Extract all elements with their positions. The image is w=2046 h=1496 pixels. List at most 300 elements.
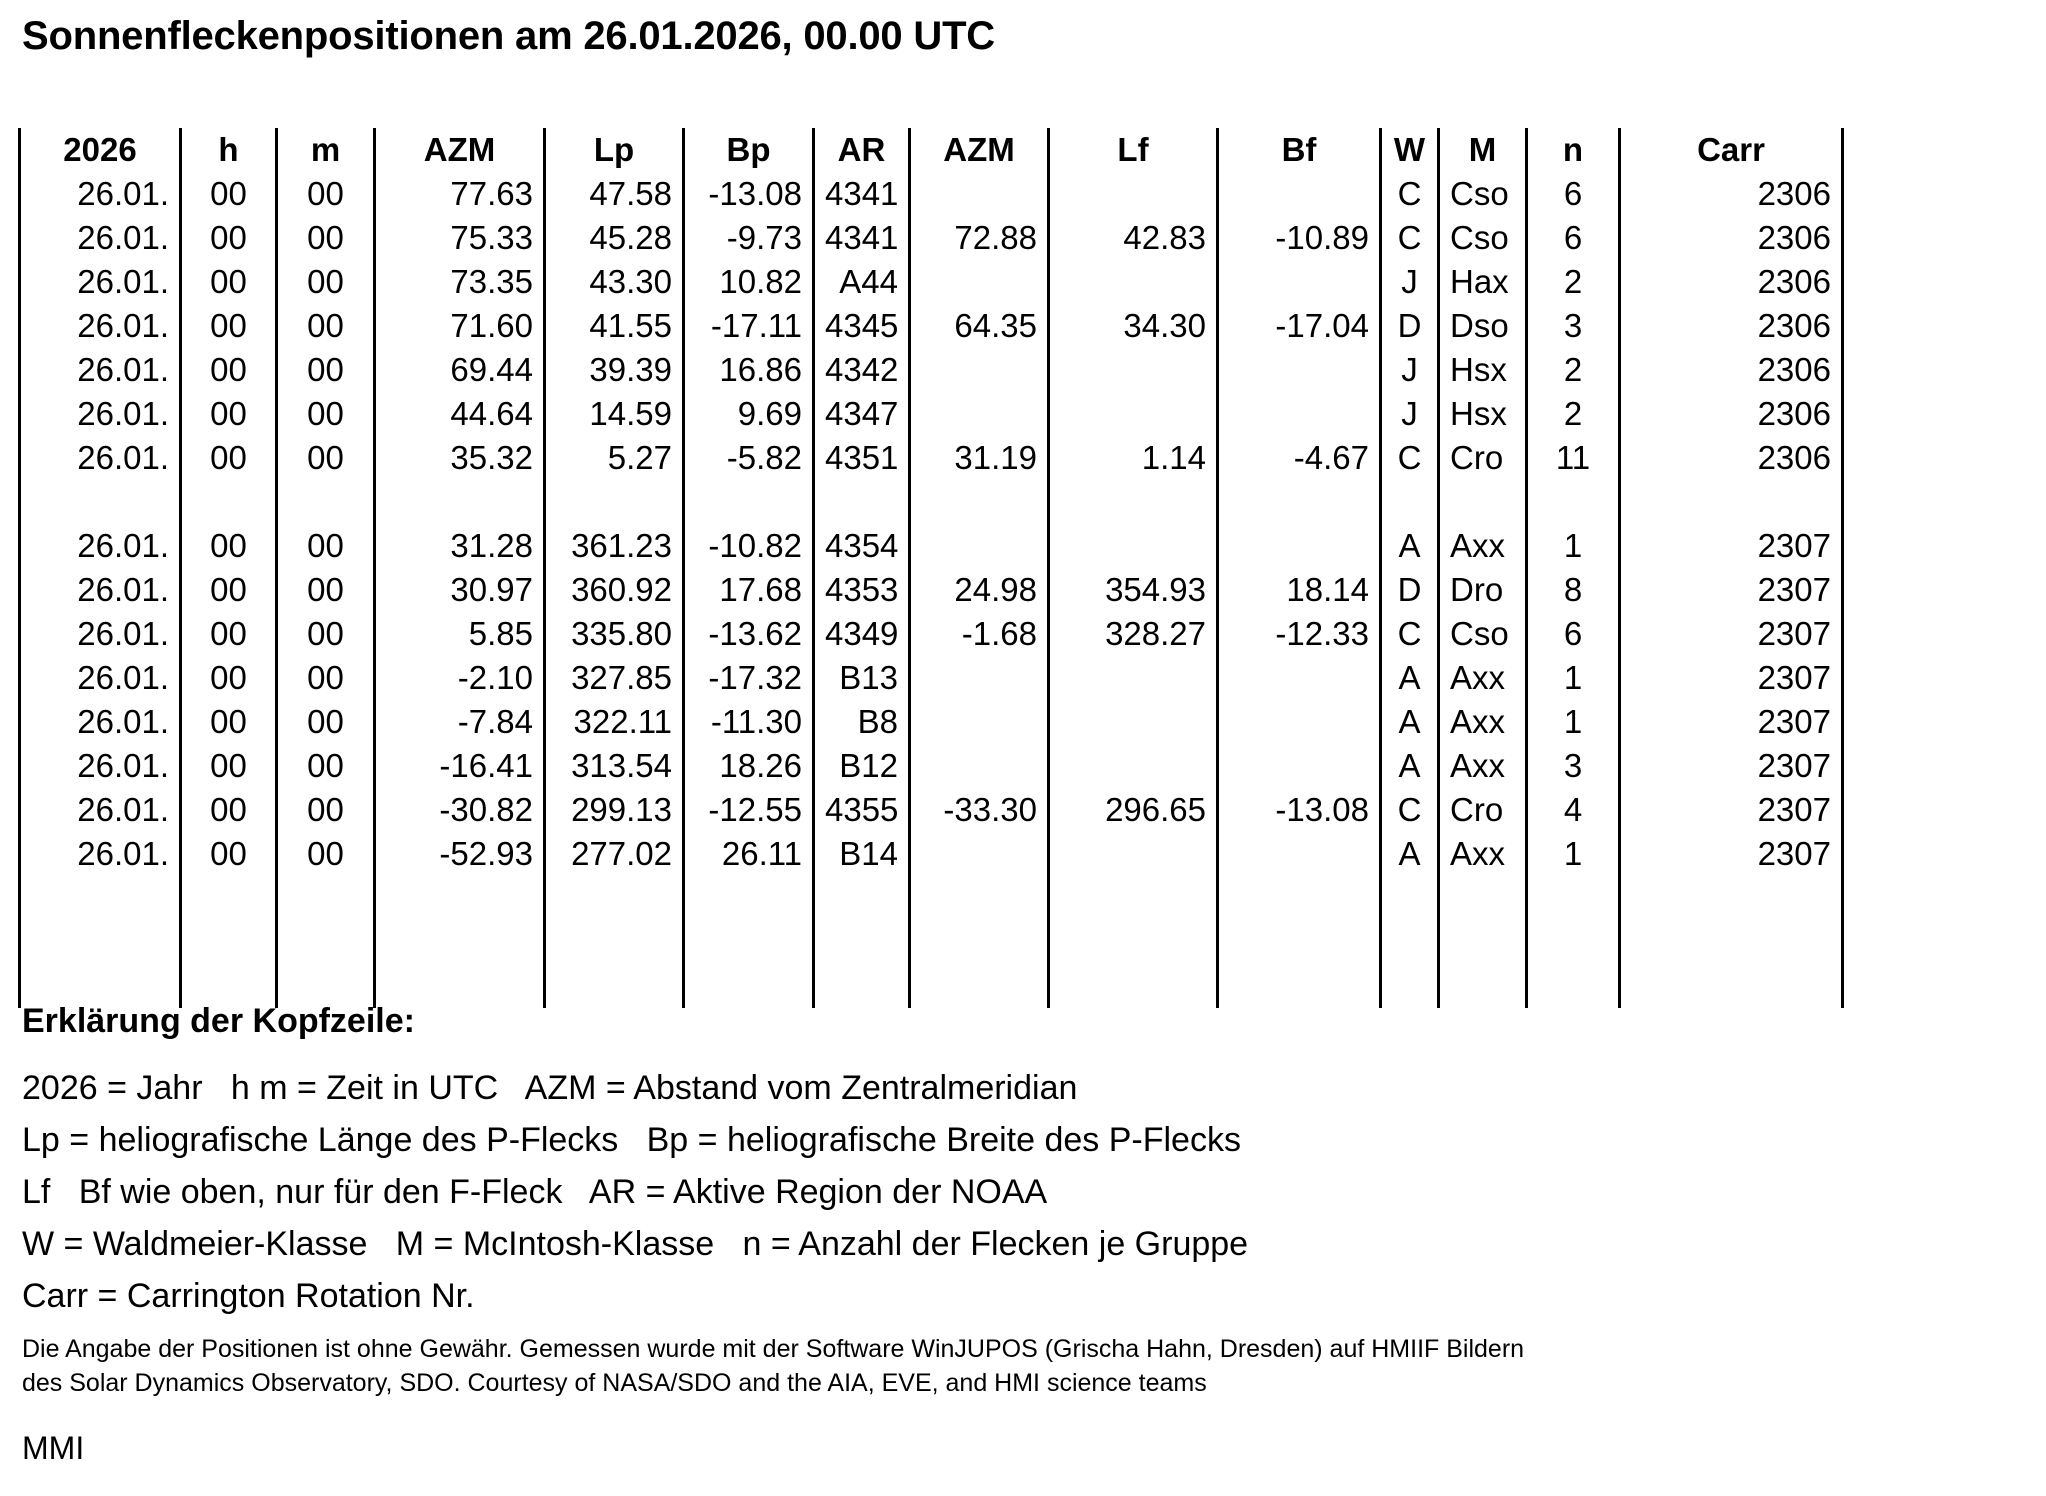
explanation-heading: Erklärung der Kopfzeile:: [22, 1002, 415, 1040]
cell-w: D: [1381, 304, 1439, 348]
cell-mcintosh: Cso: [1439, 612, 1527, 656]
cell-bp: -17.11: [684, 304, 814, 348]
blank-cell: [1620, 964, 1843, 1008]
cell-azm-p: 73.35: [375, 260, 545, 304]
table-row: [20, 524, 1843, 568]
blank-cell: [1218, 920, 1381, 964]
cell-hour: 00: [181, 788, 277, 832]
cell-lf: 1.14: [1049, 436, 1218, 480]
blank-cell: [277, 480, 375, 524]
cell-carr: 2307: [1620, 612, 1843, 656]
cell-date: 26.01.: [20, 260, 181, 304]
cell-bf: 18.14: [1218, 568, 1381, 612]
cell-hour: 00: [181, 568, 277, 612]
table-row: [20, 348, 1843, 392]
cell-w: J: [1381, 348, 1439, 392]
blank-cell: [1527, 964, 1620, 1008]
cell-minute: 00: [277, 260, 375, 304]
cell-lp: 322.11: [545, 700, 684, 744]
cell-n: 2: [1527, 392, 1620, 436]
blank-cell: [20, 920, 181, 964]
cell-w: D: [1381, 568, 1439, 612]
cell-w: C: [1381, 788, 1439, 832]
cell-w: A: [1381, 700, 1439, 744]
blank-cell: [910, 920, 1049, 964]
table-row: [20, 216, 1843, 260]
cell-ar: 4341: [814, 216, 910, 260]
blank-cell: [1049, 964, 1218, 1008]
cell-bf: [1218, 744, 1381, 788]
cell-n: 8: [1527, 568, 1620, 612]
cell-date: 26.01.: [20, 832, 181, 876]
blank-cell: [1218, 876, 1381, 920]
cell-lf: [1049, 832, 1218, 876]
blank-cell: [1381, 876, 1439, 920]
cell-n: 1: [1527, 524, 1620, 568]
cell-minute: 00: [277, 788, 375, 832]
cell-ar: 4353: [814, 568, 910, 612]
cell-n: 6: [1527, 216, 1620, 260]
cell-lf: 328.27: [1049, 612, 1218, 656]
cell-hour: 00: [181, 436, 277, 480]
cell-n: 1: [1527, 656, 1620, 700]
table-row: [20, 788, 1843, 832]
cell-lf: 296.65: [1049, 788, 1218, 832]
table-row: [20, 832, 1843, 876]
cell-n: 3: [1527, 304, 1620, 348]
cell-minute: 00: [277, 568, 375, 612]
cell-ar: 4355: [814, 788, 910, 832]
cell-lp: 313.54: [545, 744, 684, 788]
blank-cell: [1049, 920, 1218, 964]
cell-lp: 45.28: [545, 216, 684, 260]
explanation-line-5: Carr = Carrington Rotation Nr.: [22, 1277, 475, 1315]
cell-bf: [1218, 524, 1381, 568]
blank-cell: [375, 480, 545, 524]
blank-cell: [277, 876, 375, 920]
cell-date: 26.01.: [20, 172, 181, 216]
cell-azm-f: 72.88: [910, 216, 1049, 260]
cell-lf: [1049, 744, 1218, 788]
cell-w: A: [1381, 656, 1439, 700]
cell-minute: 00: [277, 172, 375, 216]
cell-hour: 00: [181, 392, 277, 436]
cell-lf: [1049, 172, 1218, 216]
column-header-year: 2026: [20, 128, 181, 172]
cell-bp: -12.55: [684, 788, 814, 832]
table-blank-row: [20, 920, 1843, 964]
blank-cell: [1218, 480, 1381, 524]
explanation-line-3: Lf Bf wie oben, nur für den F-Fleck AR = Aktive Region der NOAA: [22, 1173, 1048, 1211]
blank-cell: [684, 964, 814, 1008]
cell-date: 26.01.: [20, 568, 181, 612]
cell-n: 2: [1527, 260, 1620, 304]
cell-ar: 4349: [814, 612, 910, 656]
column-header-lf: Lf: [1049, 128, 1218, 172]
blank-cell: [684, 876, 814, 920]
cell-carr: 2306: [1620, 348, 1843, 392]
table-row: [20, 392, 1843, 436]
cell-azm-p: -16.41: [375, 744, 545, 788]
cell-bp: 26.11: [684, 832, 814, 876]
cell-mcintosh: Axx: [1439, 656, 1527, 700]
cell-azm-f: [910, 744, 1049, 788]
blank-cell: [1527, 480, 1620, 524]
column-header-w: W: [1381, 128, 1439, 172]
cell-bp: 18.26: [684, 744, 814, 788]
blank-cell: [1620, 920, 1843, 964]
cell-bp: 9.69: [684, 392, 814, 436]
cell-bf: [1218, 656, 1381, 700]
cell-bf: -13.08: [1218, 788, 1381, 832]
cell-hour: 00: [181, 304, 277, 348]
cell-azm-p: 35.32: [375, 436, 545, 480]
column-header-ar: AR: [814, 128, 910, 172]
blank-cell: [1381, 964, 1439, 1008]
cell-azm-f: [910, 260, 1049, 304]
cell-n: 11: [1527, 436, 1620, 480]
cell-date: 26.01.: [20, 656, 181, 700]
column-header-bf: Bf: [1218, 128, 1381, 172]
cell-minute: 00: [277, 392, 375, 436]
cell-w: J: [1381, 392, 1439, 436]
blank-cell: [1527, 876, 1620, 920]
cell-azm-p: 5.85: [375, 612, 545, 656]
cell-hour: 00: [181, 700, 277, 744]
cell-azm-f: [910, 392, 1049, 436]
cell-carr: 2307: [1620, 788, 1843, 832]
cell-ar: B12: [814, 744, 910, 788]
blank-cell: [545, 876, 684, 920]
cell-mcintosh: Cso: [1439, 172, 1527, 216]
cell-azm-p: 69.44: [375, 348, 545, 392]
cell-ar: B8: [814, 700, 910, 744]
cell-bf: [1218, 348, 1381, 392]
cell-mcintosh: Axx: [1439, 700, 1527, 744]
footnote-line-2: des Solar Dynamics Observatory, SDO. Courtesy of NASA/SDO and the AIA, EVE, and HMI science teams: [22, 1369, 1207, 1397]
cell-lf: [1049, 524, 1218, 568]
table-row: [20, 172, 1843, 216]
blank-cell: [545, 920, 684, 964]
cell-lp: 360.92: [545, 568, 684, 612]
blank-cell: [910, 876, 1049, 920]
blank-cell: [910, 480, 1049, 524]
cell-mcintosh: Cro: [1439, 436, 1527, 480]
cell-azm-p: -52.93: [375, 832, 545, 876]
cell-minute: 00: [277, 656, 375, 700]
cell-w: A: [1381, 744, 1439, 788]
cell-bp: -13.08: [684, 172, 814, 216]
blank-cell: [1620, 480, 1843, 524]
blank-cell: [1049, 480, 1218, 524]
cell-lf: [1049, 260, 1218, 304]
cell-minute: 00: [277, 832, 375, 876]
cell-n: 6: [1527, 612, 1620, 656]
cell-minute: 00: [277, 612, 375, 656]
cell-hour: 00: [181, 348, 277, 392]
cell-bf: [1218, 172, 1381, 216]
cell-date: 26.01.: [20, 612, 181, 656]
cell-date: 26.01.: [20, 392, 181, 436]
cell-n: 3: [1527, 744, 1620, 788]
table-header: [20, 128, 1843, 172]
cell-azm-p: 75.33: [375, 216, 545, 260]
cell-minute: 00: [277, 700, 375, 744]
blank-cell: [181, 876, 277, 920]
column-header-lp: Lp: [545, 128, 684, 172]
cell-azm-f: 31.19: [910, 436, 1049, 480]
page-title: Sonnenfleckenpositionen am 26.01.2026, 00.00 UTC: [22, 14, 995, 58]
blank-cell: [1439, 480, 1527, 524]
cell-bf: [1218, 700, 1381, 744]
blank-cell: [545, 480, 684, 524]
cell-bf: -12.33: [1218, 612, 1381, 656]
blank-cell: [814, 920, 910, 964]
cell-minute: 00: [277, 348, 375, 392]
cell-ar: 4354: [814, 524, 910, 568]
cell-w: A: [1381, 832, 1439, 876]
cell-azm-f: [910, 832, 1049, 876]
cell-carr: 2306: [1620, 172, 1843, 216]
cell-bf: [1218, 392, 1381, 436]
cell-hour: 00: [181, 172, 277, 216]
blank-cell: [375, 876, 545, 920]
table-body: [20, 172, 1843, 1008]
blank-cell: [1049, 876, 1218, 920]
explanation-line-2: Lp = heliografische Länge des P-Flecks Bp = heliografische Breite des P-Flecks: [22, 1121, 1241, 1159]
blank-cell: [684, 480, 814, 524]
table-blank-row: [20, 876, 1843, 920]
cell-ar: B14: [814, 832, 910, 876]
cell-bf: [1218, 832, 1381, 876]
column-header-mcintosh: M: [1439, 128, 1527, 172]
cell-bp: 17.68: [684, 568, 814, 612]
cell-bp: -17.32: [684, 656, 814, 700]
cell-date: 26.01.: [20, 744, 181, 788]
cell-mcintosh: Axx: [1439, 524, 1527, 568]
cell-lp: 47.58: [545, 172, 684, 216]
cell-ar: 4345: [814, 304, 910, 348]
cell-ar: 4347: [814, 392, 910, 436]
cell-mcintosh: Cso: [1439, 216, 1527, 260]
table-blank-row: [20, 480, 1843, 524]
cell-bf: -4.67: [1218, 436, 1381, 480]
cell-carr: 2307: [1620, 656, 1843, 700]
blank-cell: [277, 920, 375, 964]
cell-bp: 10.82: [684, 260, 814, 304]
cell-hour: 00: [181, 656, 277, 700]
cell-hour: 00: [181, 524, 277, 568]
cell-bp: 16.86: [684, 348, 814, 392]
blank-cell: [1381, 480, 1439, 524]
cell-hour: 00: [181, 260, 277, 304]
cell-minute: 00: [277, 216, 375, 260]
table-row: [20, 612, 1843, 656]
cell-mcintosh: Dso: [1439, 304, 1527, 348]
column-header-azm-f: AZM: [910, 128, 1049, 172]
cell-date: 26.01.: [20, 216, 181, 260]
blank-cell: [814, 480, 910, 524]
cell-hour: 00: [181, 744, 277, 788]
cell-azm-f: -1.68: [910, 612, 1049, 656]
cell-azm-p: 77.63: [375, 172, 545, 216]
cell-lp: 335.80: [545, 612, 684, 656]
cell-mcintosh: Hax: [1439, 260, 1527, 304]
cell-mcintosh: Axx: [1439, 744, 1527, 788]
cell-n: 1: [1527, 832, 1620, 876]
footnote-line-1: Die Angabe der Positionen ist ohne Gewähr. Gemessen wurde mit der Software WinJUPOS (Grischa Hahn, Dresden) auf HMIIF Bildern: [22, 1335, 1525, 1363]
cell-date: 26.01.: [20, 700, 181, 744]
cell-mcintosh: Cro: [1439, 788, 1527, 832]
blank-cell: [1439, 876, 1527, 920]
footnote: [22, 1332, 2002, 1400]
cell-date: 26.01.: [20, 304, 181, 348]
cell-ar: B13: [814, 656, 910, 700]
cell-bf: -10.89: [1218, 216, 1381, 260]
column-header-minute: m: [277, 128, 375, 172]
cell-carr: 2307: [1620, 744, 1843, 788]
cell-lp: 327.85: [545, 656, 684, 700]
cell-ar: 4351: [814, 436, 910, 480]
cell-azm-p: 31.28: [375, 524, 545, 568]
blank-cell: [910, 964, 1049, 1008]
cell-azm-f: 24.98: [910, 568, 1049, 612]
cell-azm-f: [910, 348, 1049, 392]
blank-cell: [375, 920, 545, 964]
cell-minute: 00: [277, 744, 375, 788]
cell-lp: 14.59: [545, 392, 684, 436]
cell-lp: 361.23: [545, 524, 684, 568]
cell-minute: 00: [277, 436, 375, 480]
explanation-line-4: W = Waldmeier-Klasse M = McIntosh-Klasse n = Anzahl der Flecken je Gruppe: [22, 1225, 1249, 1263]
cell-lf: [1049, 392, 1218, 436]
blank-cell: [1620, 876, 1843, 920]
table-header-row: [20, 128, 1843, 172]
cell-n: 6: [1527, 172, 1620, 216]
cell-date: 26.01.: [20, 524, 181, 568]
cell-ar: 4341: [814, 172, 910, 216]
table-row: [20, 260, 1843, 304]
cell-lf: 354.93: [1049, 568, 1218, 612]
cell-n: 1: [1527, 700, 1620, 744]
blank-cell: [1439, 920, 1527, 964]
cell-azm-p: 44.64: [375, 392, 545, 436]
cell-lp: 43.30: [545, 260, 684, 304]
cell-w: C: [1381, 436, 1439, 480]
cell-date: 26.01.: [20, 436, 181, 480]
cell-bp: -10.82: [684, 524, 814, 568]
cell-carr: 2307: [1620, 700, 1843, 744]
cell-azm-p: 71.60: [375, 304, 545, 348]
cell-azm-p: -2.10: [375, 656, 545, 700]
blank-cell: [1218, 964, 1381, 1008]
cell-azm-f: 64.35: [910, 304, 1049, 348]
table-row: [20, 744, 1843, 788]
cell-hour: 00: [181, 832, 277, 876]
cell-azm-f: [910, 700, 1049, 744]
cell-carr: 2306: [1620, 216, 1843, 260]
cell-date: 26.01.: [20, 348, 181, 392]
cell-ar: A44: [814, 260, 910, 304]
cell-azm-f: -33.30: [910, 788, 1049, 832]
table-row: [20, 568, 1843, 612]
cell-minute: 00: [277, 524, 375, 568]
cell-lp: 299.13: [545, 788, 684, 832]
cell-azm-p: -30.82: [375, 788, 545, 832]
cell-lp: 5.27: [545, 436, 684, 480]
blank-cell: [1527, 920, 1620, 964]
blank-cell: [20, 480, 181, 524]
cell-carr: 2307: [1620, 568, 1843, 612]
cell-bf: -17.04: [1218, 304, 1381, 348]
cell-mcintosh: Dro: [1439, 568, 1527, 612]
cell-carr: 2306: [1620, 392, 1843, 436]
blank-cell: [814, 964, 910, 1008]
cell-w: A: [1381, 524, 1439, 568]
sunspot-positions-table: [18, 128, 1844, 1008]
cell-carr: 2307: [1620, 832, 1843, 876]
cell-lf: 34.30: [1049, 304, 1218, 348]
cell-mcintosh: Axx: [1439, 832, 1527, 876]
explanation-line-1: 2026 = Jahr h m = Zeit in UTC AZM = Abstand vom Zentralmeridian: [22, 1069, 1078, 1107]
cell-bp: -9.73: [684, 216, 814, 260]
cell-carr: 2306: [1620, 304, 1843, 348]
blank-cell: [181, 480, 277, 524]
cell-lf: 42.83: [1049, 216, 1218, 260]
cell-w: C: [1381, 216, 1439, 260]
cell-bf: [1218, 260, 1381, 304]
cell-lp: 39.39: [545, 348, 684, 392]
table-row: [20, 304, 1843, 348]
cell-azm-f: [910, 524, 1049, 568]
cell-date: 26.01.: [20, 788, 181, 832]
cell-bp: -5.82: [684, 436, 814, 480]
column-header-bp: Bp: [684, 128, 814, 172]
cell-lp: 41.55: [545, 304, 684, 348]
blank-cell: [684, 920, 814, 964]
signature: MMI: [22, 1430, 85, 1466]
column-header-azm-p: AZM: [375, 128, 545, 172]
column-header-hour: h: [181, 128, 277, 172]
blank-cell: [20, 876, 181, 920]
cell-carr: 2306: [1620, 260, 1843, 304]
cell-bp: -11.30: [684, 700, 814, 744]
cell-lf: [1049, 700, 1218, 744]
cell-w: C: [1381, 172, 1439, 216]
explanation-list: [22, 1062, 1248, 1322]
cell-n: 2: [1527, 348, 1620, 392]
cell-hour: 00: [181, 216, 277, 260]
cell-carr: 2307: [1620, 524, 1843, 568]
cell-lf: [1049, 348, 1218, 392]
table-row: [20, 656, 1843, 700]
cell-minute: 00: [277, 304, 375, 348]
sunspot-table-container: [18, 128, 1831, 1008]
cell-hour: 00: [181, 612, 277, 656]
blank-cell: [181, 920, 277, 964]
cell-azm-p: -7.84: [375, 700, 545, 744]
blank-cell: [545, 964, 684, 1008]
cell-ar: 4342: [814, 348, 910, 392]
cell-azm-f: [910, 172, 1049, 216]
cell-azm-f: [910, 656, 1049, 700]
cell-carr: 2306: [1620, 436, 1843, 480]
cell-bp: -13.62: [684, 612, 814, 656]
cell-azm-p: 30.97: [375, 568, 545, 612]
blank-cell: [814, 876, 910, 920]
column-header-n: n: [1527, 128, 1620, 172]
cell-n: 4: [1527, 788, 1620, 832]
